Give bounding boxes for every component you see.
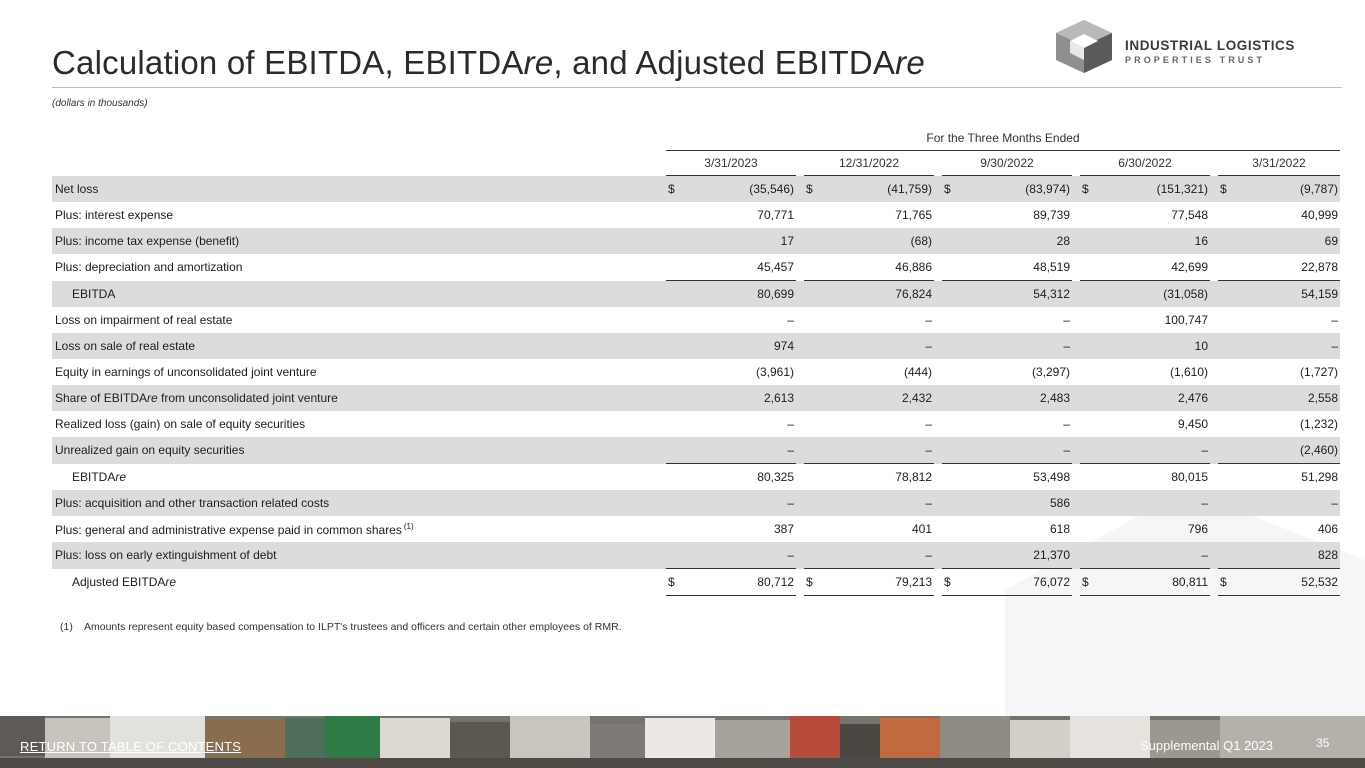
value-cell: 78,812 [895, 470, 932, 484]
value-cell: 9,450 [1177, 417, 1208, 431]
row-label [52, 490, 662, 516]
table-row [52, 359, 1340, 385]
row-label-text: Plus: loss on early extinguishment of debt [55, 548, 277, 563]
table-row [52, 437, 1340, 464]
row-label [52, 411, 662, 437]
value-cell: 406 [1317, 522, 1338, 536]
dollar-sign [666, 307, 686, 333]
value-cell: 80,811 [1100, 569, 1210, 596]
logo-name: INDUSTRIAL LOGISTICS [1125, 38, 1296, 53]
value-cell: – [1063, 313, 1070, 327]
table-row [52, 385, 1340, 411]
value-cell: 80,712 [686, 569, 796, 596]
dollar-sign [1218, 359, 1238, 385]
value-cell: 21,370 [962, 542, 1072, 569]
row-label [52, 516, 662, 542]
dollar-sign [666, 281, 686, 308]
value-cell: 387 [773, 522, 794, 536]
row-label [52, 307, 662, 333]
table-row [52, 516, 1340, 542]
dollar-sign: $ [942, 569, 962, 596]
row-label-text: Equity in earnings of unconsolidated joint venture [55, 365, 317, 379]
dollar-sign [942, 202, 962, 228]
value-cell: 2,432 [824, 385, 934, 411]
value-cell: 79,213 [824, 569, 934, 596]
table-row [52, 281, 1340, 308]
dollar-sign: $ [1218, 176, 1238, 203]
value-cell: 76,072 [962, 569, 1072, 596]
units-note: (dollars in thousands) [52, 98, 148, 109]
title-divider [52, 87, 1342, 88]
value-cell: – [1063, 417, 1070, 431]
value-cell: 401 [911, 522, 932, 536]
value-cell: 51,298 [1301, 470, 1338, 484]
value-cell: (444) [903, 365, 932, 379]
dollar-sign: $ [1080, 569, 1100, 596]
dollar-sign: $ [666, 176, 686, 203]
dollar-sign [942, 359, 962, 385]
value-cell: 76,824 [824, 281, 934, 308]
dollar-sign [804, 385, 824, 411]
page-number: 35 [1316, 736, 1330, 750]
row-label [52, 176, 662, 203]
table-row [52, 254, 1340, 281]
value-cell: (3,297) [1031, 365, 1070, 379]
value-cell: 16 [1100, 228, 1210, 254]
value-cell: 28 [962, 228, 1072, 254]
dollar-sign [1218, 333, 1238, 359]
dollar-sign [942, 254, 962, 281]
value-cell: 54,159 [1238, 281, 1340, 308]
row-label-text: Net loss [55, 181, 99, 196]
dollar-sign [1218, 254, 1238, 281]
value-cell: 45,457 [686, 254, 796, 281]
value-cell: 828 [1238, 542, 1340, 569]
dollar-sign: $ [1080, 176, 1100, 203]
value-cell: – [824, 542, 934, 569]
value-cell: 796 [1187, 522, 1208, 536]
dollar-sign [804, 437, 824, 464]
value-cell: 71,765 [895, 208, 932, 222]
value-cell: (31,058) [1100, 281, 1210, 308]
value-cell: (83,974) [962, 176, 1072, 203]
dollar-sign [804, 490, 824, 516]
dollar-sign [1080, 333, 1100, 359]
value-cell: (2,460) [1238, 437, 1340, 464]
value-cell: – [686, 542, 796, 569]
dollar-sign [1080, 307, 1100, 333]
row-label-text: Plus: interest expense [55, 208, 174, 222]
column-header-row [52, 151, 1340, 176]
value-cell: 2,483 [962, 385, 1072, 411]
dollar-sign [1080, 411, 1100, 437]
dollar-sign [666, 411, 686, 437]
value-cell: – [1238, 333, 1340, 359]
value-cell: – [1331, 313, 1338, 327]
return-to-toc-link[interactable]: RETURN TO TABLE OF CONTENTS [20, 739, 242, 754]
value-cell: – [925, 417, 932, 431]
dollar-sign [804, 254, 824, 281]
dollar-sign [804, 516, 824, 542]
dollar-sign [942, 411, 962, 437]
row-label [52, 254, 662, 281]
row-label-text: Unrealized gain on equity securities [55, 443, 245, 458]
table-row [52, 411, 1340, 437]
value-cell: (1,727) [1299, 365, 1338, 379]
value-cell: 70,771 [757, 208, 794, 222]
row-label [52, 228, 662, 254]
value-cell: (1,610) [1169, 365, 1208, 379]
table-row [52, 333, 1340, 359]
value-cell: (41,759) [824, 176, 934, 203]
dollar-sign [1218, 437, 1238, 464]
value-cell: (9,787) [1238, 176, 1340, 203]
table-row [52, 490, 1340, 516]
row-label-text: EBITDA [72, 286, 116, 301]
row-label [52, 385, 662, 411]
page-title: Calculation of EBITDA, EBITDAre, and Adjusted EBITDAre [52, 44, 925, 81]
dollar-sign [1080, 437, 1100, 464]
dollar-sign [1218, 490, 1238, 516]
value-cell: – [962, 333, 1072, 359]
row-label-text: Plus: general and administrative expense paid in common shares [55, 522, 402, 537]
dollar-sign [1218, 542, 1238, 569]
value-cell: 89,739 [1033, 208, 1070, 222]
value-cell: – [686, 490, 796, 516]
value-cell: 22,878 [1238, 254, 1340, 281]
dollar-sign [666, 437, 686, 464]
dollar-sign [1080, 202, 1100, 228]
row-label [52, 281, 662, 308]
dollar-sign [942, 437, 962, 464]
row-label [52, 359, 662, 385]
dollar-sign [1218, 307, 1238, 333]
dollar-sign: $ [666, 569, 686, 596]
value-cell: 77,548 [1171, 208, 1208, 222]
dollar-sign [1218, 411, 1238, 437]
table-row [52, 307, 1340, 333]
dollar-sign: $ [804, 569, 824, 596]
dollar-sign [1080, 281, 1100, 308]
column-header: 3/31/2023 [666, 151, 796, 176]
dollar-sign [1080, 542, 1100, 569]
dollar-sign [1080, 516, 1100, 542]
dollar-sign [1218, 464, 1238, 491]
dollar-sign [666, 542, 686, 569]
dollar-sign [804, 411, 824, 437]
table-row [52, 176, 1340, 203]
value-cell: 80,325 [757, 470, 794, 484]
dollar-sign [666, 254, 686, 281]
row-label [52, 569, 662, 596]
dollar-sign [1218, 281, 1238, 308]
row-label-text: Plus: acquisition and other transaction related costs [55, 496, 330, 510]
footnote-ref: (1) [403, 521, 414, 531]
dollar-sign [1218, 202, 1238, 228]
value-cell: 80,699 [686, 281, 796, 308]
value-cell: – [686, 437, 796, 464]
dollar-sign [804, 359, 824, 385]
value-cell: (3,961) [755, 365, 794, 379]
row-label [52, 333, 662, 359]
value-cell: 17 [686, 228, 796, 254]
footnote [60, 621, 622, 633]
row-label [52, 464, 662, 491]
period-header: For the Three Months Ended [666, 126, 1340, 151]
row-label [52, 437, 662, 464]
supplemental-label: Supplemental Q1 2023 [1140, 738, 1273, 753]
dollar-sign [1080, 254, 1100, 281]
row-label-text: Loss on sale of real estate [55, 339, 196, 353]
table-row [52, 464, 1340, 491]
footnote-marker: (1) [60, 621, 73, 633]
value-cell: (35,546) [686, 176, 796, 203]
dollar-sign [666, 333, 686, 359]
value-cell: (68) [824, 228, 934, 254]
value-cell: – [1100, 490, 1210, 516]
value-cell: – [1238, 490, 1340, 516]
dollar-sign [1218, 516, 1238, 542]
dollar-sign [942, 228, 962, 254]
dollar-sign [804, 228, 824, 254]
value-cell: 53,498 [1033, 470, 1070, 484]
dollar-sign [942, 490, 962, 516]
value-cell: 80,015 [1171, 470, 1208, 484]
value-cell: 2,476 [1100, 385, 1210, 411]
dollar-sign [1218, 385, 1238, 411]
row-label-text: Plus: income tax expense (benefit) [55, 234, 240, 248]
value-cell: (1,232) [1299, 417, 1338, 431]
row-label-text: Loss on impairment of real estate [55, 313, 233, 327]
value-cell: – [824, 333, 934, 359]
dollar-sign [942, 542, 962, 569]
value-cell: 2,558 [1238, 385, 1340, 411]
value-cell: 586 [962, 490, 1072, 516]
dollar-sign [1080, 385, 1100, 411]
dollar-sign [1080, 490, 1100, 516]
dollar-sign [942, 464, 962, 491]
dollar-sign [666, 202, 686, 228]
row-label [52, 202, 662, 228]
dollar-sign [666, 516, 686, 542]
logo-subtitle: PROPERTIES TRUST [1125, 55, 1266, 65]
value-cell: 2,613 [686, 385, 796, 411]
table-row [52, 228, 1340, 254]
value-cell: 10 [1100, 333, 1210, 359]
value-cell: 974 [686, 333, 796, 359]
dollar-sign [942, 307, 962, 333]
dollar-sign [1080, 464, 1100, 491]
value-cell: – [962, 437, 1072, 464]
value-cell: – [1100, 437, 1210, 464]
logo-mark-icon [1054, 20, 1114, 74]
column-header: 6/30/2022 [1080, 151, 1210, 176]
value-cell: 69 [1238, 228, 1340, 254]
dollar-sign [804, 542, 824, 569]
value-cell: – [824, 437, 934, 464]
row-label-text: Adjusted EBITDAre [72, 575, 177, 589]
value-cell: 48,519 [962, 254, 1072, 281]
row-label [52, 542, 662, 569]
row-label-text: Share of EBITDAre from unconsolidated joint venture [55, 391, 338, 405]
dollar-sign [804, 464, 824, 491]
value-cell: – [787, 313, 794, 327]
dollar-sign [666, 385, 686, 411]
dollar-sign [942, 281, 962, 308]
value-cell: – [824, 490, 934, 516]
ebitda-table [52, 126, 1340, 596]
value-cell: – [1100, 542, 1210, 569]
value-cell: 54,312 [962, 281, 1072, 308]
dollar-sign [666, 359, 686, 385]
dollar-sign [942, 516, 962, 542]
dollar-sign [804, 202, 824, 228]
value-cell: – [925, 313, 932, 327]
column-header: 9/30/2022 [942, 151, 1072, 176]
dollar-sign [666, 464, 686, 491]
dollar-sign [942, 385, 962, 411]
dollar-sign [942, 333, 962, 359]
dollar-sign: $ [804, 176, 824, 203]
dollar-sign [1080, 359, 1100, 385]
value-cell: 100,747 [1164, 313, 1208, 327]
table-row [52, 202, 1340, 228]
company-logo [1054, 20, 1344, 74]
column-header: 3/31/2022 [1218, 151, 1340, 176]
value-cell: 46,886 [824, 254, 934, 281]
column-header: 12/31/2022 [804, 151, 934, 176]
dollar-sign: $ [1218, 569, 1238, 596]
value-cell: (151,321) [1100, 176, 1210, 203]
value-cell: 52,532 [1238, 569, 1340, 596]
row-label-text: Plus: depreciation and amortization [55, 260, 243, 275]
row-label-text: Realized loss (gain) on sale of equity securities [55, 417, 306, 431]
table-row [52, 542, 1340, 569]
dollar-sign [804, 333, 824, 359]
dollar-sign [666, 490, 686, 516]
value-cell: 618 [1049, 522, 1070, 536]
footnote-text: Amounts represent equity based compensation to ILPT's trustees and officers and certain other employees of RMR. [84, 621, 622, 633]
dollar-sign [1080, 228, 1100, 254]
value-cell: 40,999 [1301, 208, 1338, 222]
dollar-sign [804, 281, 824, 308]
row-label-text: EBITDAre [72, 469, 127, 484]
table-row [52, 569, 1340, 596]
value-cell: 42,699 [1100, 254, 1210, 281]
dollar-sign: $ [942, 176, 962, 203]
dollar-sign [804, 307, 824, 333]
dollar-sign [1218, 228, 1238, 254]
dollar-sign [666, 228, 686, 254]
value-cell: – [787, 417, 794, 431]
period-header-row [52, 126, 1340, 151]
